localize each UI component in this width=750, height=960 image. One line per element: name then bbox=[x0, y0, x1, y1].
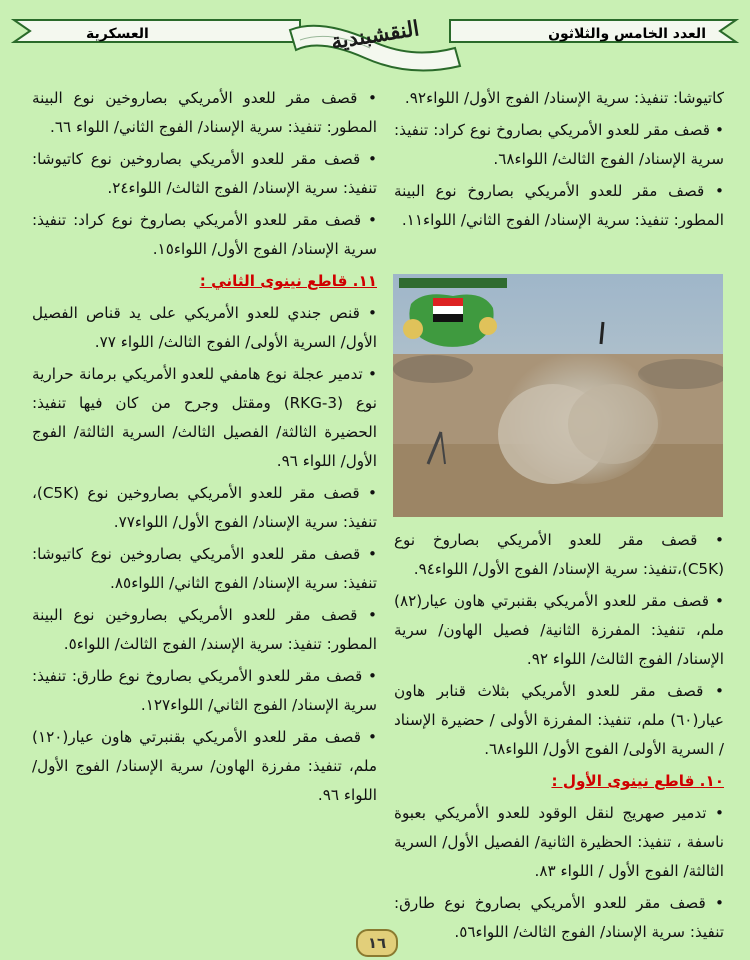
list-item: • قصف مقر للعدو الأمريكي بصاروخ نوع طارق: تنفيذ: سرية الإسناد/ الفوج الثالث/ اللواء٥٦. bbox=[394, 894, 724, 941]
list-item: • قصف مقر للعدو الأمريكي بصاروخين نوع البينة المطور: تنفيذ: سرية الإسند/ الفوج الثالث/ اللواء٥. bbox=[32, 606, 377, 653]
list-item: • تدمير عجلة نوع هامفي للعدو الأمريكي برمانة حرارية نوع (RKG-3) ومقتل وجرح من كان فيها تنفيذ: الحضيرة الثالثة/ الفصيل الثالث/ السرية الثالثة/ الفوج الأول/ اللواء ٩٦. bbox=[32, 365, 377, 470]
left-column bbox=[32, 84, 377, 813]
list-item: • قصف مقر للعدو الأمريكي بصاروخ نوع كراد: تنفيذ: سرية الإسناد/ الفوج الأول/ اللواء١٥. bbox=[32, 211, 377, 258]
issue-label: العدد الخامس والثلاثون bbox=[548, 26, 706, 42]
right-column-top bbox=[394, 84, 724, 238]
list-item: • تدمير صهريج لنقل الوقود للعدو الأمريكي بعبوة ناسفة ، تنفيذ: الحظيرة الثانية/ الفصيل الأول/ السرية الثالثة/ الفوج الأول / اللواء ٨٣. bbox=[394, 804, 724, 880]
list-item: كاتيوشا: تنفيذ: سرية الإسناد/ الفوج الأول/ اللواء٩٢. bbox=[404, 89, 724, 107]
section-heading-10 bbox=[394, 767, 724, 796]
list-item: • قصف مقر للعدو الأمريكي بقنبرتي هاون عيار(٨٢) ملم، تنفيذ: المفرزة الثانية/ فصيل الهاون/ سرية الإسناد/ الفوج الثالث/ اللواء ٩٢. bbox=[394, 592, 724, 668]
list-item: • قصف مقر للعدو الأمريكي بصاروخين نوع البينة المطور: تنفيذ: سرية الإسناد/ الفوج الثاني/ اللواء ٦٦. bbox=[32, 89, 377, 136]
list-item: • قصف مقر للعدو الأمريكي بصاروخ نوع طارق: تنفيذ: سرية الإسناد/ الفوج الثاني/ اللواء١٢٧. bbox=[32, 667, 377, 714]
right-column-bottom bbox=[394, 526, 724, 950]
list-item: • قنص جندي للعدو الأمريكي على يد قناص الفصيل الأول/ السرية الأولى/ الفوج الثالث/ اللواء ٧٧. bbox=[32, 304, 377, 351]
list-item: • قصف مقر للعدو الأمريكي بصاروخ نوع البينة المطور: تنفيذ: سرية الإسناد/ الفوج الثاني/ اللواء١١. bbox=[394, 182, 724, 229]
page-number: ١٦ bbox=[356, 929, 398, 957]
list-item: • قصف مقر للعدو الأمريكي بصاروخ نوع (C5K)،تنفيذ: سرية الإسناد/ الفوج الأول/ اللواء٩٤. bbox=[394, 531, 724, 578]
section-heading-10-text: ١٠. قاطع نينوى الأول : bbox=[551, 772, 724, 790]
list-item: • قصف مقر للعدو الأمريكي بصاروخ نوع كراد: تنفيذ: سرية الإسناد/ الفوج الثالث/ اللواء٦٨. bbox=[394, 121, 724, 168]
list-item: • قصف مقر للعدو الأمريكي بقنبرتي هاون عيار(١٢٠) ملم، تنفيذ: مفرزة الهاون/ سرية الإسناد/ الفوج الأول/ اللواء ٩٦. bbox=[32, 728, 377, 804]
section-heading-11 bbox=[32, 267, 377, 296]
section-label: العسكرية bbox=[86, 26, 149, 42]
magazine-title: النقشبندية bbox=[329, 15, 421, 54]
explosion-photo-icon bbox=[393, 274, 723, 517]
page-header bbox=[0, 0, 750, 82]
section-heading-11-text: ١١. قاطع نينوى الثاني : bbox=[199, 272, 377, 290]
explosion-photo bbox=[393, 274, 723, 517]
list-item: • قصف مقر للعدو الأمريكي بصاروخين نوع كاتيوشا: تنفيذ: سرية الإسناد/ الفوج الثالث/ اللواء٢٤. bbox=[32, 150, 377, 197]
list-item: • قصف مقر للعدو الأمريكي بصاروخين نوع كاتيوشا: تنفيذ: سرية الإسناد/ الفوج الثاني/ اللواء٨٥. bbox=[32, 545, 377, 592]
list-item: • قصف مقر للعدو الأمريكي بصاروخين نوع (C5K)، تنفيذ: سرية الإسناد/ الفوج الأول/ اللواء٧٧. bbox=[32, 484, 377, 531]
list-item: • قصف مقر للعدو الأمريكي بثلاث قنابر هاون عيار(٦٠) ملم، تنفيذ: المفرزة الأولى / حضيرة الإسناد / السرية الأولى/ الفوج الأول/ اللواء٦٨. bbox=[394, 682, 724, 758]
